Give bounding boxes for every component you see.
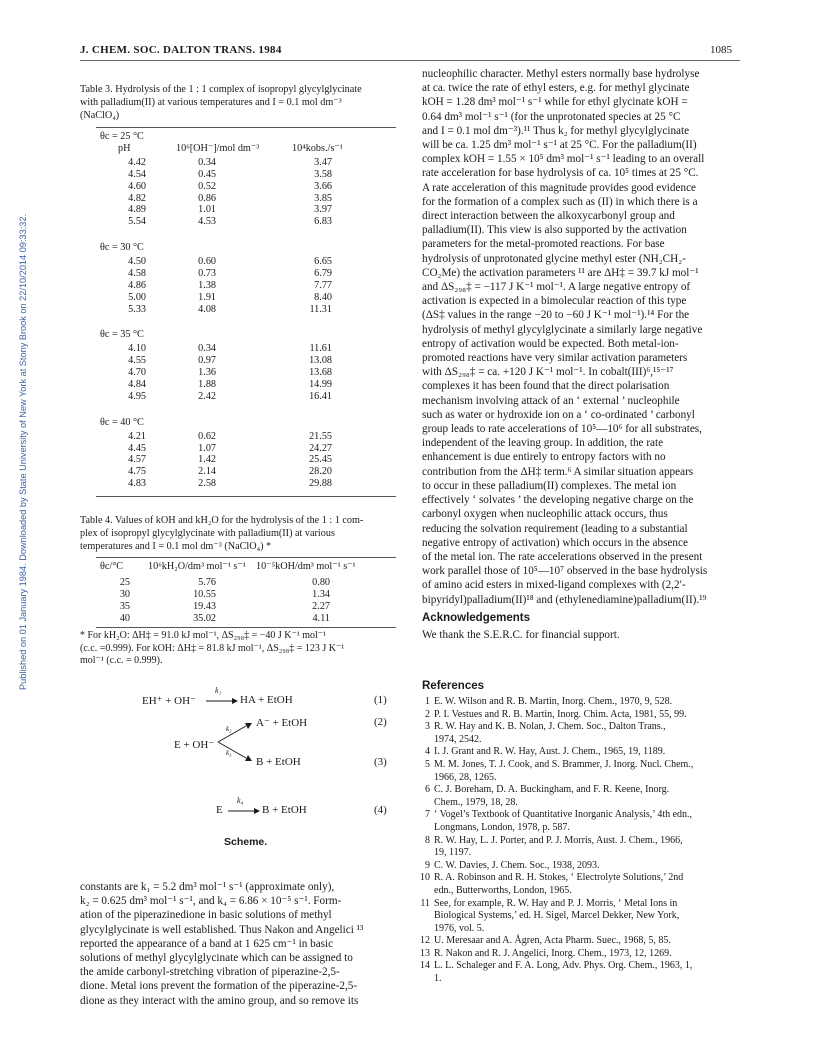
reference-line: L. L. Schaleger and F. A. Long, Adv. Phys. Org. Chem., 1963, 1, [434,960,693,972]
reference-text [434,960,746,985]
reference-number: 1 [425,696,430,707]
eq2-k3: k₃ [226,749,232,757]
table4-cell: 5.76 [198,577,216,588]
table3-cell: 0.62 [198,430,216,442]
reference-line: Biological Systems,’ ed. H. Sigel, Marcel Dekker, New York, [434,910,680,922]
table3-cell: 4.53 [198,216,216,228]
reference-number: 14 [420,960,430,972]
reference-item [418,759,746,784]
reference-item [418,809,746,834]
eq2-k2: k₂ [226,725,232,733]
download-stamp: Published on 01 January 1984. Downloaded by State University of New York at Stony Brook on 22/10/2014 09:33:32. [18,213,28,690]
reference-text [434,860,746,873]
table4-cell: 25 [119,577,130,588]
table3-cell: 3.47 [314,156,332,168]
reference-text [434,809,746,834]
table3-cell: 21.55 [309,430,332,442]
reference-line: edn., Butterworths, London, 1965. [434,884,572,896]
table3-cell: 13.08 [309,355,332,367]
table3-cell: 4.95 [128,390,146,402]
table3-cell: 4.82 [128,192,146,204]
references-list [418,696,746,986]
reference-item [418,948,746,961]
table3-cell: 6.79 [314,267,332,279]
table3-cell: 4.50 [128,256,146,267]
table3-cell: 4.89 [128,204,146,216]
table3-cell: 0.73 [198,267,216,279]
table3-cell: 4.86 [128,279,146,291]
journal-header: J. CHEM. SOC. DALTON TRANS. 1984 [80,44,282,56]
reference-number: 5 [425,758,430,770]
acknowledgements-heading: Acknowledgements [422,612,530,624]
table3-cell: 4.10 [128,343,146,355]
reference-text [434,872,746,897]
table3-cell: 0.34 [198,343,216,355]
table3-col-header: pH [118,142,131,154]
reference-item [418,721,746,746]
reference-line: R. W. Hay and K. B. Nolan, J. Chem. Soc., Dalton Trans., [434,721,666,733]
reference-item [418,960,746,985]
table3-group-label: θc = 30 °C [100,242,144,254]
reference-line: R. Nakon and R. J. Angelici, Inorg. Chem., 1973, 12, 1269. [434,947,672,959]
eq2-left: E + OH⁻ [174,739,215,751]
table3-cell: 13.68 [309,367,332,379]
table4-cell: 35.02 [193,612,216,624]
table3-cell: 8.40 [314,291,332,303]
header-rule [80,60,740,61]
table3-cell: 1.91 [198,291,216,303]
table3-cell: 4.08 [198,303,216,315]
table3-cell: 4.83 [128,478,146,490]
table3-cell: 4.70 [128,367,146,379]
reaction-scheme [80,680,410,790]
reference-item [418,784,746,809]
eq4-number: (4) [374,804,387,816]
table3-cell: 0.45 [198,168,216,180]
eq3-number: (3) [374,756,387,768]
reference-text [434,746,746,759]
reference-number: 8 [425,834,430,846]
reference-line: R. A. Robinson and R. H. Stokes, ‘ Electrolyte Solutions,’ 2nd [434,872,684,884]
reference-number: 13 [420,947,430,959]
table3-cell: 4.84 [128,379,146,390]
table3-cell: 14.99 [309,379,332,390]
table3-cell: 0.34 [198,156,216,168]
eq2-branch-arrows [214,720,254,764]
table3-cell: 3.58 [314,168,332,180]
reference-text [434,898,746,936]
reference-text [434,696,746,709]
eq1-rate-constant: k₁ [215,686,222,695]
table4-cell: 4.11 [312,612,330,624]
reference-number: 2 [425,708,430,720]
table3-cell: 4.45 [128,442,146,454]
table3-cell: 25.45 [309,454,332,466]
table3-cell: 3.85 [314,192,332,204]
eq1-right: HA + EtOH [240,694,293,706]
eq4-rate-constant: k₄ [237,796,244,805]
references-heading: References [422,680,485,692]
reference-line: Chem., 1979, 18, 28. [434,796,518,808]
reference-line: ‘ Vogel’s Textbook of Quantitative Inorganic Analysis,’ 4th edn., [434,809,693,821]
table3-cell: 1.36 [198,367,216,379]
reference-text [434,835,746,860]
table3-group-label: θc = 35 °C [100,329,144,341]
table3-cell: 2.42 [198,390,216,402]
page-number: 1085 [710,44,732,56]
reference-number: 12 [420,935,430,947]
table3-cell: 28.20 [309,466,332,478]
table3-cell: 29.88 [309,478,332,490]
reference-number: 3 [425,721,430,733]
table3-col-header: 10⁶[OH⁻]/mol dm⁻³ [176,142,260,154]
reference-line: 1. [434,973,442,985]
reference-item [418,835,746,860]
right-body-text: nucleophilic character. Methyl esters normally base hydrolyse at ca. twice the rate of ethyl esters, e.g. for methyl glycinate kOH = 1.28 dm³ mol⁻¹ s⁻¹ while for ethyl glycinate kOH = 0.64 dm³ mol⁻¹ s⁻¹ (for the unprotonated species at 25 °C and I = 0.1 mol dm⁻³).¹¹ Thus k₂ for methyl glycylglycinate will be ca. 1.25 dm³ mol⁻¹ s⁻¹ at 25 °C. For the palladium(II) complex kOH = 1.55 × 10⁵ dm³ mol⁻¹ s⁻¹ leading to an overall rate acceleration for base hydrolysis of ca. 10⁵ times at 25 °C. A rate acceleration of this magnitude provides good evidence for the formation of a complex such as (II) in which there is a direct interaction between the alkoxycarbonyl group and palladium(II). This view is also supported by the activation parameters for the metal-promoted reactions. For base hydrolysis of unprotonated glycine methyl ester (NH₂CH₂- CO₂Me) the activation parameters ¹¹ are ΔH‡ = 39.7 kJ mol⁻¹ and ΔS₂₉₈‡ = −117 J K⁻¹ mol⁻¹. A large negative entropy of activation is expected in a bimolecular reaction of this type (ΔS‡ values in the range −20 to −60 J K⁻¹ mol⁻¹).¹⁴ For the hydrolysis of methyl glycylglycinate a similarly large negative entropy of activation would be expected. Both metal-ion- promoted reactions have very similar activation parameters with ΔS₂₉₈‡ = ca. +120 J K⁻¹ mol⁻¹. In cobalt(III)⁶,¹⁵⁻¹⁷ complexes it has been found that the direct polarisation mechanism involving attack of an ‘ external ’ nucleophile such as water or hydroxide ion on a ‘ co-ordinated ’ carbonyl group leads to rate accelerations of 10⁵—10⁶ for all substrates, independent of the leaving group. In addition, the rate enhancement is due entirely to entropy factors with no contribution from the ΔH‡ term.⁶ A similar situation appears to occur in these palladium(II) complexes. The metal ion effectively ‘ solvates ’ the developing negative charge on the carbonyl oxygen when nucleophilic attack occurs, thus reducing the solvation requirement (leading to a substantial negative entropy of activation) which occurs in the absence of the metal ion. The rate accelerations observed in the present work parallel those of 10⁵—10⁷ observed in the base hydrolysis of amino acid esters in mixed-ligand complexes with (2,2′- bipyridyl)palladium(II)¹⁸ and (ethylenediamine)palladium(II).¹⁹ [422,68,708,606]
table3-cell: 4.42 [128,156,146,168]
table4-col-header: 10⁶kH₂O/dm³ mol⁻¹ s⁻¹ [148,561,246,572]
table4-footnote: * For kH₂O: ΔH‡ = 91.0 kJ mol⁻¹, ΔS₂₉₈‡ = −40 J K⁻¹ mol⁻¹ (c.c. =0.999). For kOH: ΔH‡ = 81.8 kJ mol⁻¹, ΔS₂₉₈‡ = 123 J K⁻¹ mol⁻¹ (c.c. = 0.999). [80,630,345,667]
eq2-number: (2) [374,716,387,728]
table3-cell: 1.01 [198,204,216,216]
reference-line: 1976, vol. 5. [434,922,485,934]
eq1-left: EH⁺ + OH⁻ [142,695,196,707]
reference-text [434,935,746,948]
table3-cell: 4.21 [128,430,146,442]
table3-col-header: 10⁴kobs./s⁻¹ [292,142,343,154]
table4-cell: 19.43 [193,600,216,612]
reference-item [418,872,746,897]
reference-line: 1974, 2542. [434,733,482,745]
reference-number: 10 [420,872,430,884]
table3-cell: 6.83 [314,216,332,228]
table3-cell: 4.60 [128,180,146,192]
reference-line: U. Meresaar and A. Ågren, Acta Pharm. Suec., 1968, 5, 85. [434,935,671,947]
table4-cell: 0.80 [312,577,330,588]
scheme-label: Scheme. [224,836,268,848]
table3-cell: 0.86 [198,192,216,204]
table3-cell: 2.58 [198,478,216,490]
eq1-number: (1) [374,694,387,706]
table3-cell: 1.07 [198,442,216,454]
table3-bottom-rule [96,496,396,497]
eq4-right: B + EtOH [262,804,307,816]
table4-cell: 30 [119,588,130,600]
table3-cell: 0.60 [198,256,216,267]
table3-cell: 3.97 [314,204,332,216]
table3-cell: 5.33 [128,303,146,315]
reference-text [434,721,746,746]
table3-cell: 5.00 [128,291,146,303]
reference-line: C. W. Davies, J. Chem. Soc., 1938, 2093. [434,859,600,871]
table4-cell: 40 [119,612,130,624]
table3-top-rule [96,127,396,128]
table3-cell: 16.41 [309,390,332,402]
table3-caption: Table 3. Hydrolysis of the 1 : 1 complex of isopropyl glycylglycinate with palladium(II) at various temperatures and I = 0.1 mol dm⁻³ (NaClO₄) [80,84,362,121]
table3-group-label: θc = 25 °C [100,131,144,142]
reference-line: M. M. Jones, T. J. Cook, and S. Brammer, J. Inorg. Nucl. Chem., [434,758,694,770]
table3-cell: 24.27 [309,442,332,454]
reference-item [418,860,746,873]
reference-number: 4 [425,746,430,758]
table4-cell: 10.55 [193,588,216,600]
table3-cell: 1.38 [198,279,216,291]
reference-number: 9 [425,859,430,871]
table4-cell: 1.34 [312,588,330,600]
table4-caption: Table 4. Values of kOH and kH₂O for the hydrolysis of the 1 : 1 com- plex of isopropyl glycylglycinate with palladium(II) at various temperatures and I = 0.1 mol dm⁻³ (NaClO₄) * [80,515,364,552]
table4-top-rule [96,557,396,558]
reference-item [418,935,746,948]
table3-cell: 1.42 [198,454,216,466]
table3-cell: 6.65 [314,256,332,267]
table4-col-header: 10⁻⁵kOH/dm³ mol⁻¹ s⁻¹ [256,561,356,572]
table3-cell: 11.31 [309,303,332,315]
table3-cell: 0.52 [198,180,216,192]
table3-cell: 7.77 [314,279,332,291]
reference-line: I. J. Grant and R. W. Hay, Aust. J. Chem., 1965, 19, 1189. [434,746,666,758]
left-body-text: constants are k₁ = 5.2 dm³ mol⁻¹ s⁻¹ (approximate only), k₂ = 0.625 dm³ mol⁻¹ s⁻¹, and k₄ = 6.86 × 10⁻⁵ s⁻¹. Form- ation of the piperazinedione in basic solutions of methyl glycylglycinate is well established. Thus Nakon and Angelici ¹³ reported the appearance of a band at 1 625 cm⁻¹ in basic solutions of methyl glycylglycinate which can be assigned to the amide carbonyl-stretching vibration of piperazine-2,5- dione. Metal ions prevent the formation of the piperazine-2,5- dione as they interact with the amino group, and so remove its [80,881,364,1007]
reference-line: Longmans, London, 1978, p. 587. [434,821,570,833]
eq2-top: A⁻ + EtOH [256,717,308,729]
reference-item [418,709,746,722]
table4-cell: 35 [119,600,130,612]
eq2-bottom: B + EtOH [256,756,301,768]
reference-number: 11 [420,897,430,909]
reference-line: C. J. Boreham, D. A. Buckingham, and F. R. Keene, Inorg. [434,784,670,796]
reference-item [418,898,746,936]
reference-line: 1966, 28, 1265. [434,771,497,783]
reference-text [434,709,746,722]
table4-bottom-rule [96,627,396,628]
reference-line: 19, 1197. [434,847,472,859]
table3-cell: 4.75 [128,466,146,478]
table4-cell: 2.27 [312,600,330,612]
reference-text [434,948,746,961]
reference-line: P. I. Vestues and R. B. Martin, Inorg. Chim. Acta, 1981, 55, 99. [434,708,687,720]
reference-line: See, for example, R. W. Hay and P. J. Morris, ‘ Metal Ions in [434,897,678,909]
table4-col-header: θc/°C [100,561,124,572]
table3-cell: 4.58 [128,267,146,279]
table3-cell: 4.54 [128,168,146,180]
reference-line: R. W. Hay, L. J. Porter, and P. J. Morris, Aust. J. Chem., 1966, [434,834,683,846]
table3-cell: 0.97 [198,355,216,367]
table3-group-label: θc = 40 °C [100,416,144,428]
reference-number: 7 [425,809,430,821]
table3-cell: 4.57 [128,454,146,466]
table3-cell: 4.55 [128,355,146,367]
reaction-scheme-eq4 [80,792,410,842]
table3-cell: 1.88 [198,379,216,390]
reference-item [418,696,746,709]
reference-text [434,759,746,784]
eq4-left: E [216,804,223,816]
table3-cell: 2.14 [198,466,216,478]
acknowledgements-text: We thank the S.E.R.C. for financial support. [422,629,620,641]
table3-cell: 5.54 [128,216,146,228]
reference-number: 6 [425,784,430,796]
table3-cell: 11.61 [309,343,332,355]
reference-item [418,746,746,759]
reference-text [434,784,746,809]
reference-line: E. W. Wilson and R. B. Martin, Inorg. Chem., 1970, 9, 528. [434,696,673,707]
table3-cell: 3.66 [314,180,332,192]
